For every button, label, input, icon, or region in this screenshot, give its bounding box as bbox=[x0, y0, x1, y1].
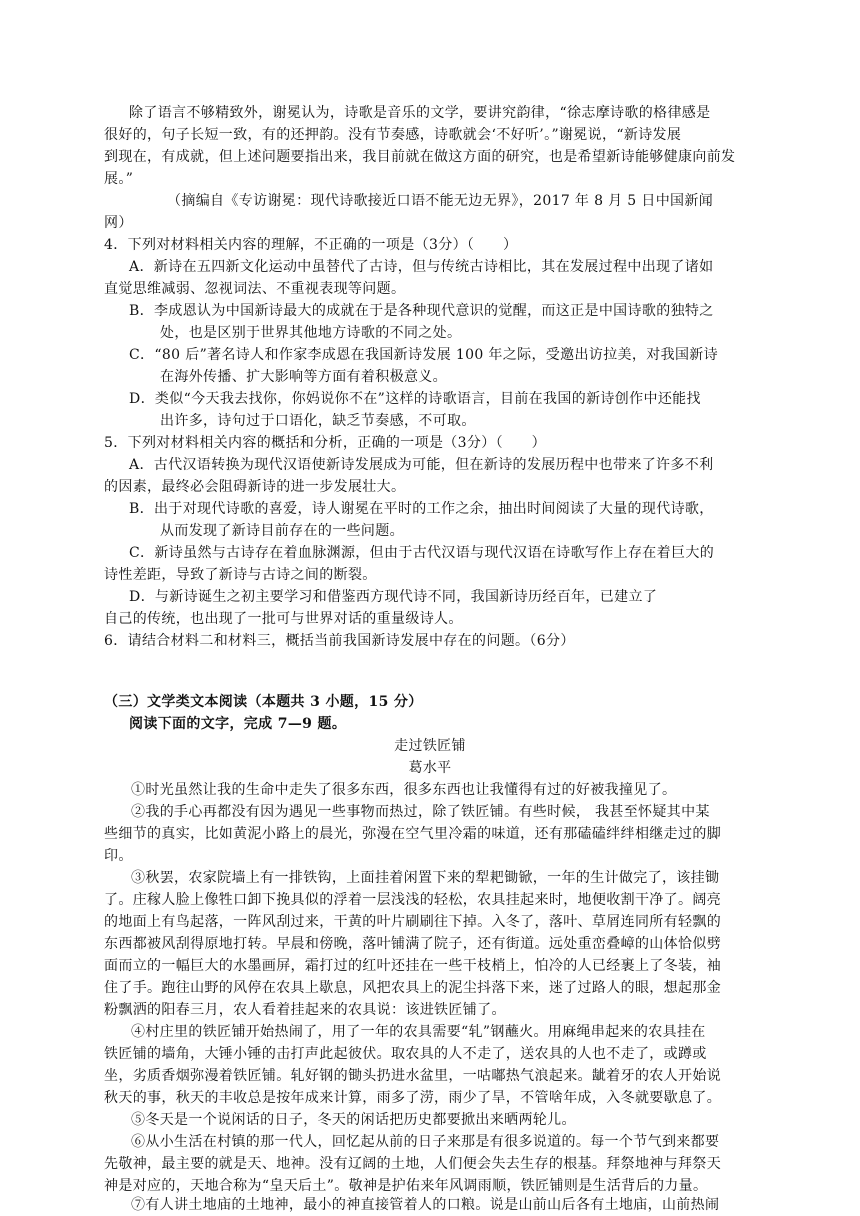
essay-paragraph-3: 东西都被风刮得原地打转。早晨和傍晚，落叶铺满了院子，还有街道。远处重峦叠嶂的山体恰似劈 bbox=[104, 936, 722, 952]
essay-paragraph-7: ⑦有人讲土地庙的土地神，最小的神直接管着人的口粮。说是山前山后各有土地庙，山前热闹 bbox=[131, 1197, 720, 1213]
intro-line: 除了语言不够精致外，谢冕认为，诗歌是音乐的文学，要讲究韵律，“徐志摩诗歌的格律感是 bbox=[129, 105, 711, 121]
essay-paragraph-5: ⑤冬天是一个说闲话的日子，冬天的闲话把历史都要掀出来晒两轮儿。 bbox=[131, 1112, 576, 1128]
section-instruction: 阅读下面的文字，完成 7—9 题。 bbox=[129, 716, 347, 732]
essay-paragraph-3: 住了手。跑往山野的风停在农具上歇息，风把农具上的泥尘抖落下来，迷了过路人的眼，想起那金 bbox=[104, 980, 722, 996]
question-5-stem: 5．下列对材料相关内容的概括和分析，正确的一项是（3分）（ ） bbox=[104, 435, 547, 451]
essay-paragraph-6: ⑥从小生活在村镇的那一代人，回忆起从前的日子来那是有很多说道的。每一个节气到来都要 bbox=[131, 1134, 720, 1150]
q5-option-d: 自己的传统，也出现了一批可与世界对话的重量级诗人。 bbox=[104, 611, 463, 627]
source-citation: 网） bbox=[104, 215, 133, 231]
q5-option-c: 诗性差距，导致了新诗与古诗之间的断裂。 bbox=[104, 567, 377, 583]
q5-option-b: 从而发现了新诗目前存在的一些问题。 bbox=[160, 523, 404, 539]
q5-option-a: A．古代汉语转换为现代汉语使新诗发展成为可能，但在新诗的发展历程中也带来了许多不利 bbox=[129, 457, 714, 473]
essay-paragraph-1: ①时光虽然让我的生命中走失了很多东西，很多东西也让我懂得有过的好被我撞见了。 bbox=[131, 782, 677, 798]
question-4-stem: 4．下列对材料相关内容的理解，不正确的一项是（3分）（ ） bbox=[104, 237, 518, 253]
q4-option-c: 在海外传播、扩大影响等方面有着积极意义。 bbox=[160, 369, 447, 385]
q4-option-b: B．李成恩认为中国新诗最大的成就在于是各种现代意识的觉醒，而这正是中国诗歌的独特之 bbox=[129, 303, 714, 319]
essay-paragraph-3: 粉飘洒的阳春三月，农人看着挂起来的农具说：该进铁匠铺了。 bbox=[104, 1002, 506, 1018]
q4-option-c: C．“80 后”著名诗人和作家李成恩在我国新诗发展 100 年之际，受邀出访拉美，对我国新诗 bbox=[129, 347, 719, 363]
essay-paragraph-3: 了。庄稼人脸上像牲口卸下挽具似的浮着一层浅浅的轻松，农具挂起来时，地便收割干净了。阔亮 bbox=[104, 892, 722, 908]
source-citation: （摘编自《专访谢冕：现代诗歌接近口语不能无边无界》，2017 年 8 月 5 日中国新闻 bbox=[167, 193, 714, 209]
essay-paragraph-2: 印。 bbox=[104, 848, 133, 864]
q5-option-b: B．出于对现代诗歌的喜爱，诗人谢冕在平时的工作之余，抽出时间阅读了大量的现代诗歌， bbox=[129, 501, 714, 517]
q4-option-a: A．新诗在五四新文化运动中虽替代了古诗，但与传统古诗相比，其在发展过程中出现了诸如 bbox=[129, 259, 714, 275]
essay-paragraph-4: 秋天的事，秋天的丰收总是按年成来计算，雨多了涝，雨少了旱，不管啥年成，入冬就要歇息了。 bbox=[104, 1090, 722, 1106]
q4-option-a: 直觉思维减弱、忽视词法、不重视表现等问题。 bbox=[104, 281, 406, 297]
essay-title: 走过铁匠铺 bbox=[394, 738, 466, 754]
essay-paragraph-3: ③秋罢，农家院墙上有一排铁钩，上面挂着闲置下来的犁耙锄锨，一年的生计做完了，该挂锄 bbox=[131, 870, 720, 886]
q5-option-a: 的因素，最终必会阻碍新诗的进一步发展壮大。 bbox=[104, 479, 406, 495]
essay-paragraph-6: 神是对应的，天地合称为“皇天后土”。敬神是护佑来年风调雨顺，铁匠铺则是生活背后的力量。 bbox=[104, 1178, 708, 1194]
essay-paragraph-2: ②我的手心再都没有因为遇见一些事物而热过，除了铁匠铺。有些时候， 我甚至怀疑其中某 bbox=[131, 804, 710, 820]
essay-author: 葛水平 bbox=[408, 760, 452, 776]
essay-paragraph-3: 面而立的一幅巨大的水墨画屏，霜打过的红叶还挂在一些干枝梢上，怕冷的人已经裹上了冬装，袖 bbox=[104, 958, 722, 974]
q5-option-c: C．新诗虽然与古诗存在着血脉渊源，但由于古代汉语与现代汉语在诗歌写作上存在着巨大的 bbox=[129, 545, 715, 561]
intro-line: 展。” bbox=[104, 171, 134, 187]
essay-paragraph-3: 的地面上有鸟起落，一阵风刮过来，干黄的叶片刷刷往下掉。入冬了，落叶、草屑连同所有轻飘的 bbox=[104, 914, 722, 930]
section-heading: （三）文学类文本阅读（本题共 3 小题，15 分） bbox=[104, 694, 423, 710]
q4-option-b: 处，也是区别于世界其他地方诗歌的不同之处。 bbox=[160, 325, 462, 341]
essay-paragraph-4: 坐，劣质香烟弥漫着铁匠铺。轧好钢的锄头扔进水盆里，一咕嘟热气浪起来。龇着牙的农人开始说 bbox=[104, 1068, 722, 1084]
q4-option-d: D．类似“今天我去找你，你妈说你不在”这样的诗歌语言，目前在我国的新诗创作中还能找 bbox=[129, 391, 701, 407]
essay-paragraph-6: 先敬神，最主要的就是天、地神。没有辽阔的土地，人们便会失去生存的根基。拜祭地神与拜祭天 bbox=[104, 1156, 722, 1172]
question-6-stem: 6．请结合材料二和材料三，概括当前我国新诗发展中存在的问题。（6分） bbox=[104, 633, 575, 649]
intro-line: 很好的，句子长短一致，有的还押韵。没有节奏感，诗歌就会‘不好听’。”谢冕说，“新诗发展 bbox=[104, 127, 682, 143]
essay-paragraph-2: 些细节的真实，比如黄泥小路上的晨光，弥漫在空气里冷霜的味道，还有那磕磕绊绊相继走过的脚 bbox=[104, 826, 722, 842]
q5-option-d: D．与新诗诞生之初主要学习和借鉴西方现代诗不同，我国新诗历经百年，已建立了 bbox=[129, 589, 658, 605]
q4-option-d: 出许多，诗句过于口语化，缺乏节奏感，不可取。 bbox=[160, 413, 476, 429]
essay-paragraph-4: ④村庄里的铁匠铺开始热闹了，用了一年的农具需要“轧”钢蘸火。用麻绳串起来的农具挂在 bbox=[131, 1024, 706, 1040]
intro-line: 到现在，有成就，但上述问题要指出来，我目前就在做这方面的研究，也是希望新诗能够健康向前发 bbox=[104, 149, 736, 165]
essay-paragraph-4: 铁匠铺的墙角，大锤小锤的击打声此起彼伏。取农具的人不走了，送农具的人也不走了，或蹲或 bbox=[104, 1046, 707, 1062]
